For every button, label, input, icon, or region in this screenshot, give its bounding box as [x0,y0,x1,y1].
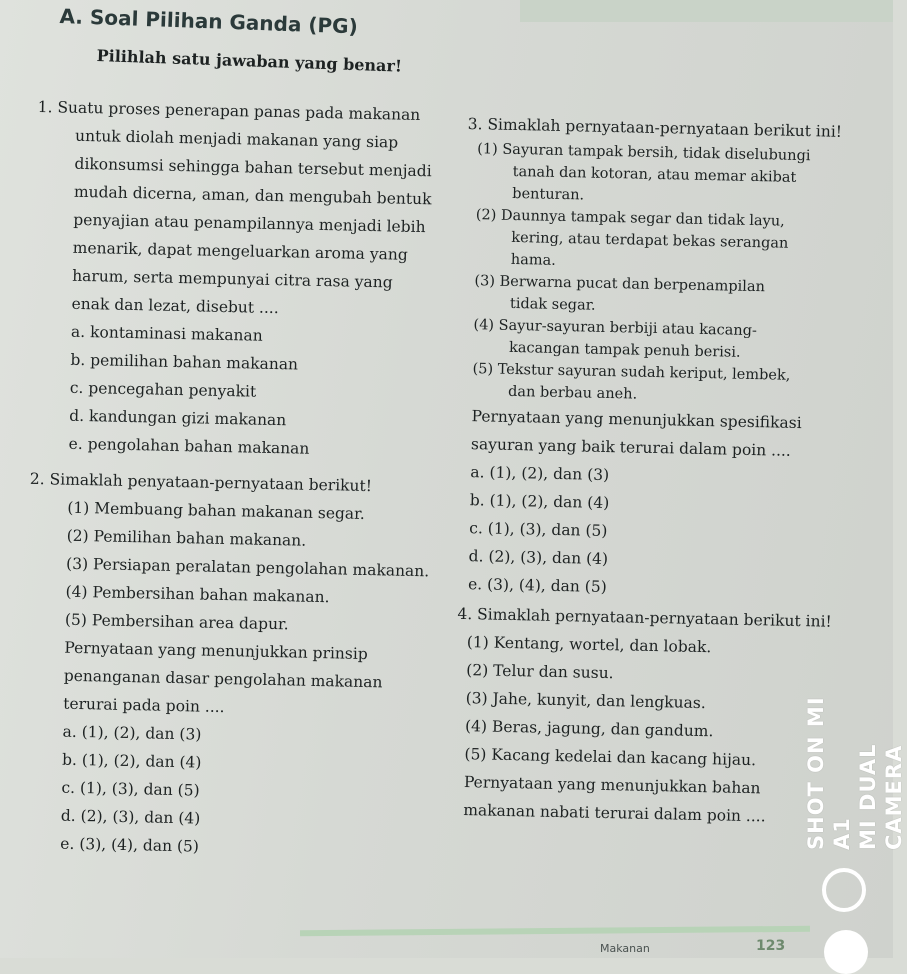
q1-option-a: a. kontaminasi makanan [70,322,263,345]
q4-prompt: makanan nabati terurai dalam poin .... [463,801,766,826]
footer-text: Makanan [600,942,650,955]
q4-stem: 4. Simaklah pernyataan-pernyataan berikut ini! [457,604,832,631]
q2-prompt: Pernyataan yang menunjukkan prinsip [64,638,368,664]
q3-statement: (2) Daunnya tampak segar dan tidak layu, [475,207,785,230]
q2-option-e: e. (3), (4), dan (5) [60,834,200,856]
q3-prompt: Pernyataan yang menunjukkan spesifikasi [471,407,802,433]
instruction: Pilihlah satu jawaban yang benar! [96,46,403,76]
q2-option-c: c. (1), (3), dan (5) [61,778,200,800]
q3-prompt: sayuran yang baik terurai dalam poin .... [470,435,792,460]
q3-option-c: c. (1), (3), dan (5) [469,519,608,541]
camera-watermark [804,660,906,850]
q4-prompt: Pernyataan yang menunjukkan bahan [463,773,761,798]
camera-dot-icon [824,930,868,974]
q4-statement: (5) Kacang kedelai dan kacang hijau. [464,745,757,770]
q3-option-a: a. (1), (2), dan (3) [470,463,610,485]
q3-statement: hama. [510,251,557,269]
q1-line: menarik, dapat mengeluarkan aroma yang [72,238,408,264]
q3-statement: kering, atau terdapat bekas serangan [511,229,789,252]
left-column [22,93,448,865]
q3-statement: (1) Sayuran tampak bersih, tidak diselubungi [477,141,811,165]
q2-stem: 2. Simaklah penyataan-pernyataan berikut! [29,469,373,496]
q1-line: mudah dicerna, aman, dan mengubah bentuk [73,182,432,209]
q3-statement: (5) Tekstur sayuran sudah keriput, lembek, [472,361,791,384]
q3-statement: tanah dan kotoran, atau memar akibat [512,163,797,186]
q1-option-d: d. kandungan gizi makanan [69,406,287,430]
q2-statement: (2) Pemilihan bahan makanan. [66,526,307,550]
q1-line: enak dan lezat, disebut .... [71,294,279,318]
q1-option-b: b. pemilihan bahan makanan [70,350,299,374]
question-2 [22,465,440,866]
section-title: A. Soal Pilihan Ganda (PG) [59,4,359,39]
q4-statement: (4) Beras, jagung, dan gandum. [464,717,714,741]
q3-option-e: e. (3), (4), dan (5) [467,575,607,597]
q3-statement: kacangan tampak penuh berisi. [508,339,741,361]
q3-statement: benturan. [512,185,585,204]
q1-line: harum, serta mempunyai citra rasa yang [71,266,393,292]
q2-prompt: terurai pada poin .... [63,694,225,717]
q1-line: penyajian atau penampilannya menjadi lebih [73,210,426,237]
q2-option-d: d. (2), (3), dan (4) [60,806,201,828]
q2-statement: (3) Persiapan peralatan pengolahan makanan. [65,554,430,581]
question-4 [453,600,832,831]
q2-statement: (1) Membuang bahan makanan segar. [67,498,365,523]
q3-statement: (3) Berwarna pucat dan berpenampilan [474,273,766,296]
q3-statement: tidak segar. [509,295,596,314]
q4-statement: (1) Kentang, wortel, dan lobak. [466,633,712,657]
q3-statement: (4) Sayur-sayuran berbiji atau kacang- [473,317,758,340]
camera-ring-icon [822,868,866,912]
page-header-band [520,0,893,22]
q3-stem: 3. Simaklah pernyataan-pernyataan berikut ini! [467,114,843,141]
q1-line: dikonsumsi sehingga bahan tersebut menjadi [74,154,432,181]
q1-line: 1. Suatu proses penerapan panas pada makanan [37,97,421,125]
q1-option-e: e. pengolahan bahan makanan [68,434,310,458]
q1-line: untuk diolah menjadi makanan yang siap [74,126,399,152]
q2-statement: (5) Pembersihan area dapur. [64,610,289,634]
watermark-line: SHOT ON MI A1 [804,696,854,850]
q2-statement: (4) Pembersihan bahan makanan. [65,582,330,607]
q4-statement: (3) Jahe, kunyit, dan lengkuas. [465,689,706,713]
watermark-line: MI DUAL CAMERA [856,743,906,850]
q2-prompt: penanganan dasar pengolahan makanan [63,666,383,692]
question-3 [458,110,843,605]
q1-option-c: c. pencegahan penyakit [69,378,257,401]
q2-option-a: a. (1), (2), dan (3) [62,722,202,744]
question-1 [30,93,448,466]
q4-statement: (2) Telur dan susu. [466,661,614,683]
q2-option-b: b. (1), (2), dan (4) [61,750,202,772]
q3-option-b: b. (1), (2), dan (4) [469,491,610,513]
q3-statement: dan berbau aneh. [507,383,638,403]
q3-option-d: d. (2), (3), dan (4) [468,547,609,569]
page-number: 123 [756,938,786,954]
